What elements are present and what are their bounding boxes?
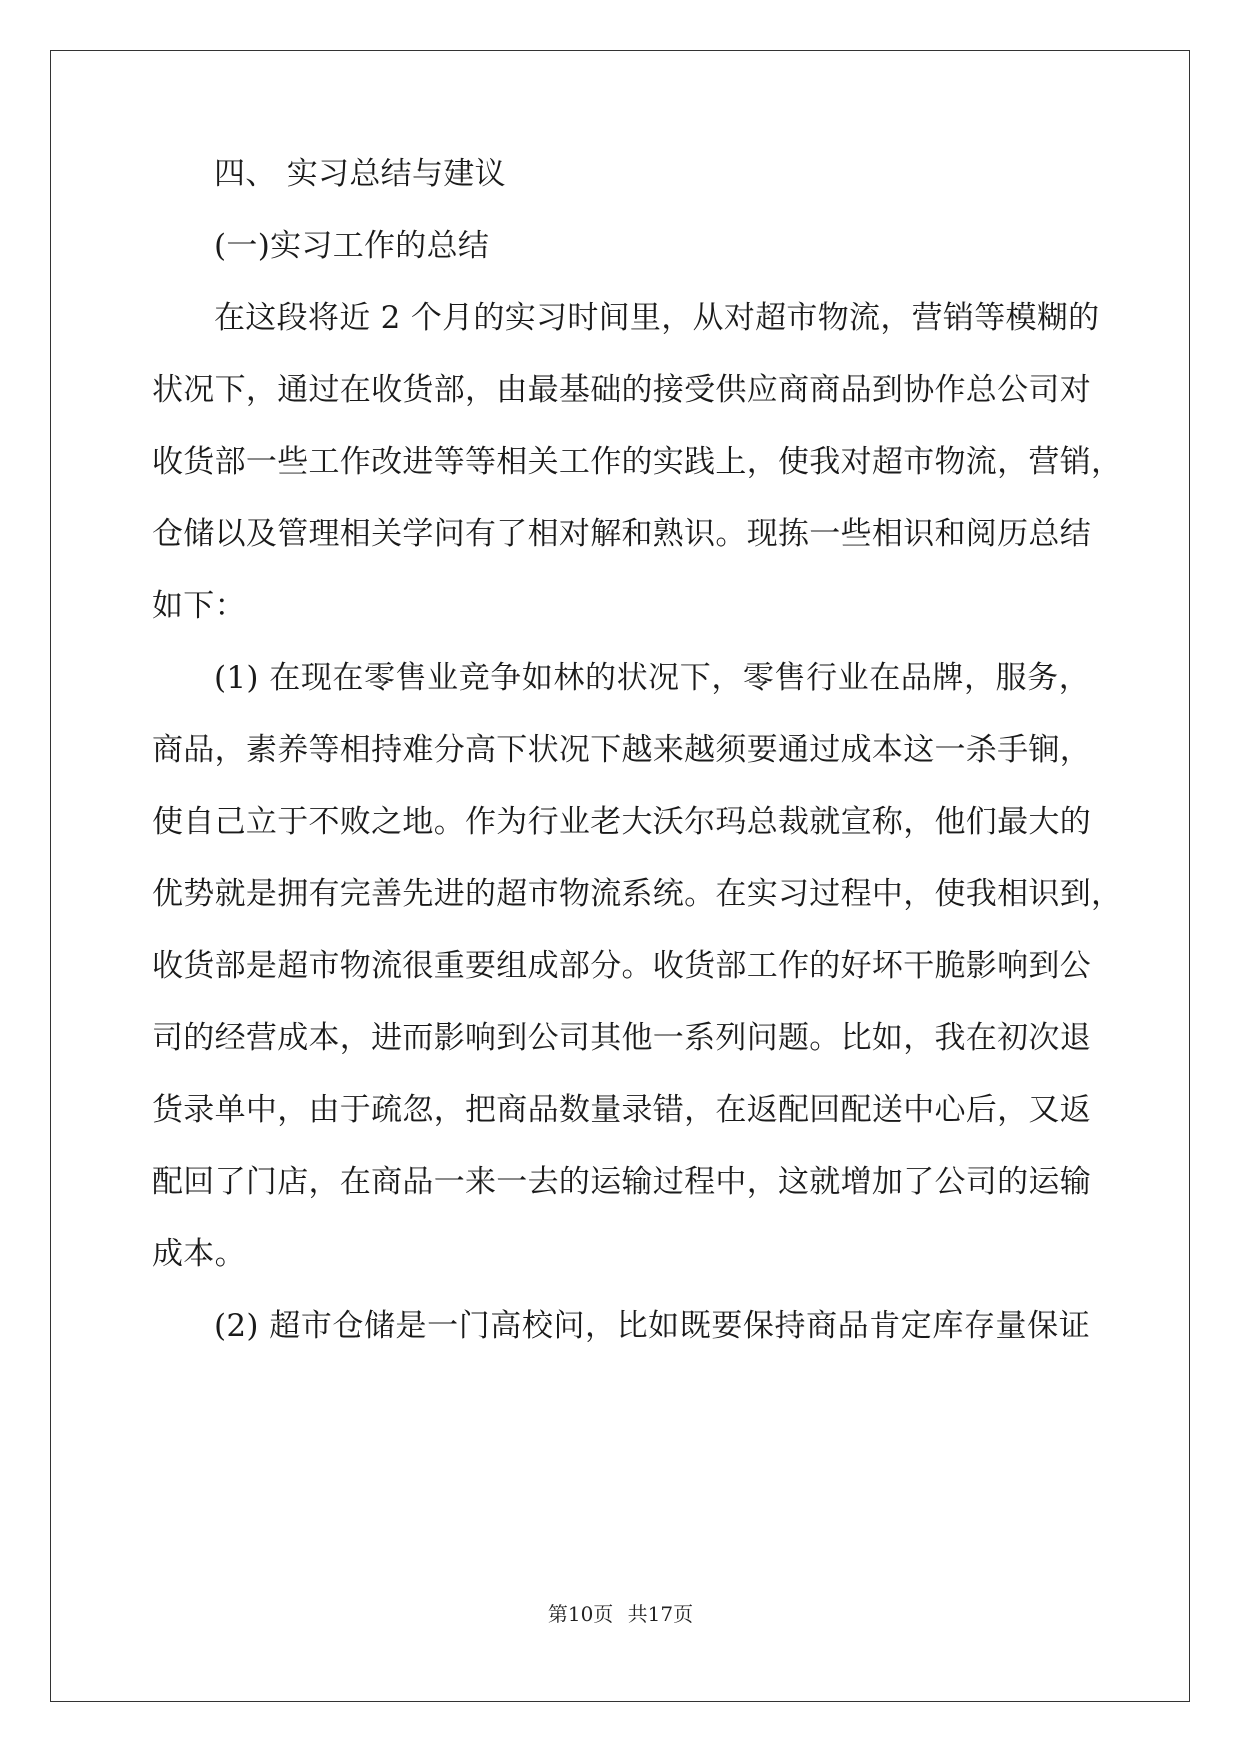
paragraph-text: 收货部是超市物流很重要组成部分。收货部工作的好坏干脆影响到公: [152, 948, 1091, 984]
paragraph-text: 使自己立于不败之地。作为行业老大沃尔玛总裁就宣称，他们最大的: [152, 804, 1091, 840]
paragraph-line: [214, 298, 1100, 338]
paragraph-text: (2) 超市仓储是一门高校问，比如既要保持商品肯定库存量保证: [214, 1308, 1090, 1344]
paragraph-line: [152, 1090, 1090, 1130]
paragraph-text: 配回了门店，在商品一来一去的运输过程中，这就增加了公司的运输: [152, 1164, 1091, 1200]
paragraph-line: [152, 514, 1090, 554]
paragraph-text: 司的经营成本，进而影响到公司其他一系列问题。比如，我在初次退: [152, 1020, 1091, 1056]
paragraph-line: [214, 1306, 1090, 1346]
paragraph-text: 优势就是拥有完善先进的超市物流系统。在实习过程中，使我相识到，: [152, 876, 1123, 912]
paragraph-text: 在这段将近 2 个月的实习时间里，从对超市物流，营销等模糊的: [214, 300, 1100, 336]
paragraph-line: [152, 874, 1123, 914]
paragraph-text: 仓储以及管理相关学问有了相对解和熟识。现拣一些相识和阅历总结: [152, 516, 1091, 552]
paragraph-line: [152, 1018, 1090, 1058]
paragraph-line: [152, 370, 1090, 410]
paragraph-text: 商品，素养等相持难分高下状况下越来越须要通过成本这一杀手锏，: [152, 732, 1091, 768]
subsection-heading: (一)实习工作的总结: [214, 228, 490, 264]
section-heading: 四、 实习总结与建议: [214, 156, 506, 192]
paragraph-line: [152, 802, 1090, 842]
paragraph-text: 状况下，通过在收货部，由最基础的接受供应商商品到协作总公司对: [152, 372, 1091, 408]
paragraph-line: [152, 946, 1090, 986]
paragraph-line: [152, 730, 1090, 770]
paragraph-text: (1) 在现在零售业竞争如林的状况下，零售行业在品牌，服务，: [214, 660, 1090, 696]
paragraph-text: 货录单中，由于疏忽，把商品数量录错，在返配回配送中心后，又返: [152, 1092, 1091, 1128]
paragraph-text: 收货部一些工作改进等等相关工作的实践上，使我对超市物流，营销，: [152, 444, 1123, 480]
page-total: 共17页: [627, 1602, 694, 1626]
paragraph-line: [152, 442, 1123, 482]
page-footer: [0, 1600, 1241, 1628]
page-number: 第10页: [547, 1602, 614, 1626]
paragraph-line: [152, 1162, 1090, 1202]
paragraph-line: 如下：: [152, 588, 246, 624]
paragraph-line: [214, 658, 1090, 698]
paragraph-line: 成本。: [152, 1236, 246, 1272]
